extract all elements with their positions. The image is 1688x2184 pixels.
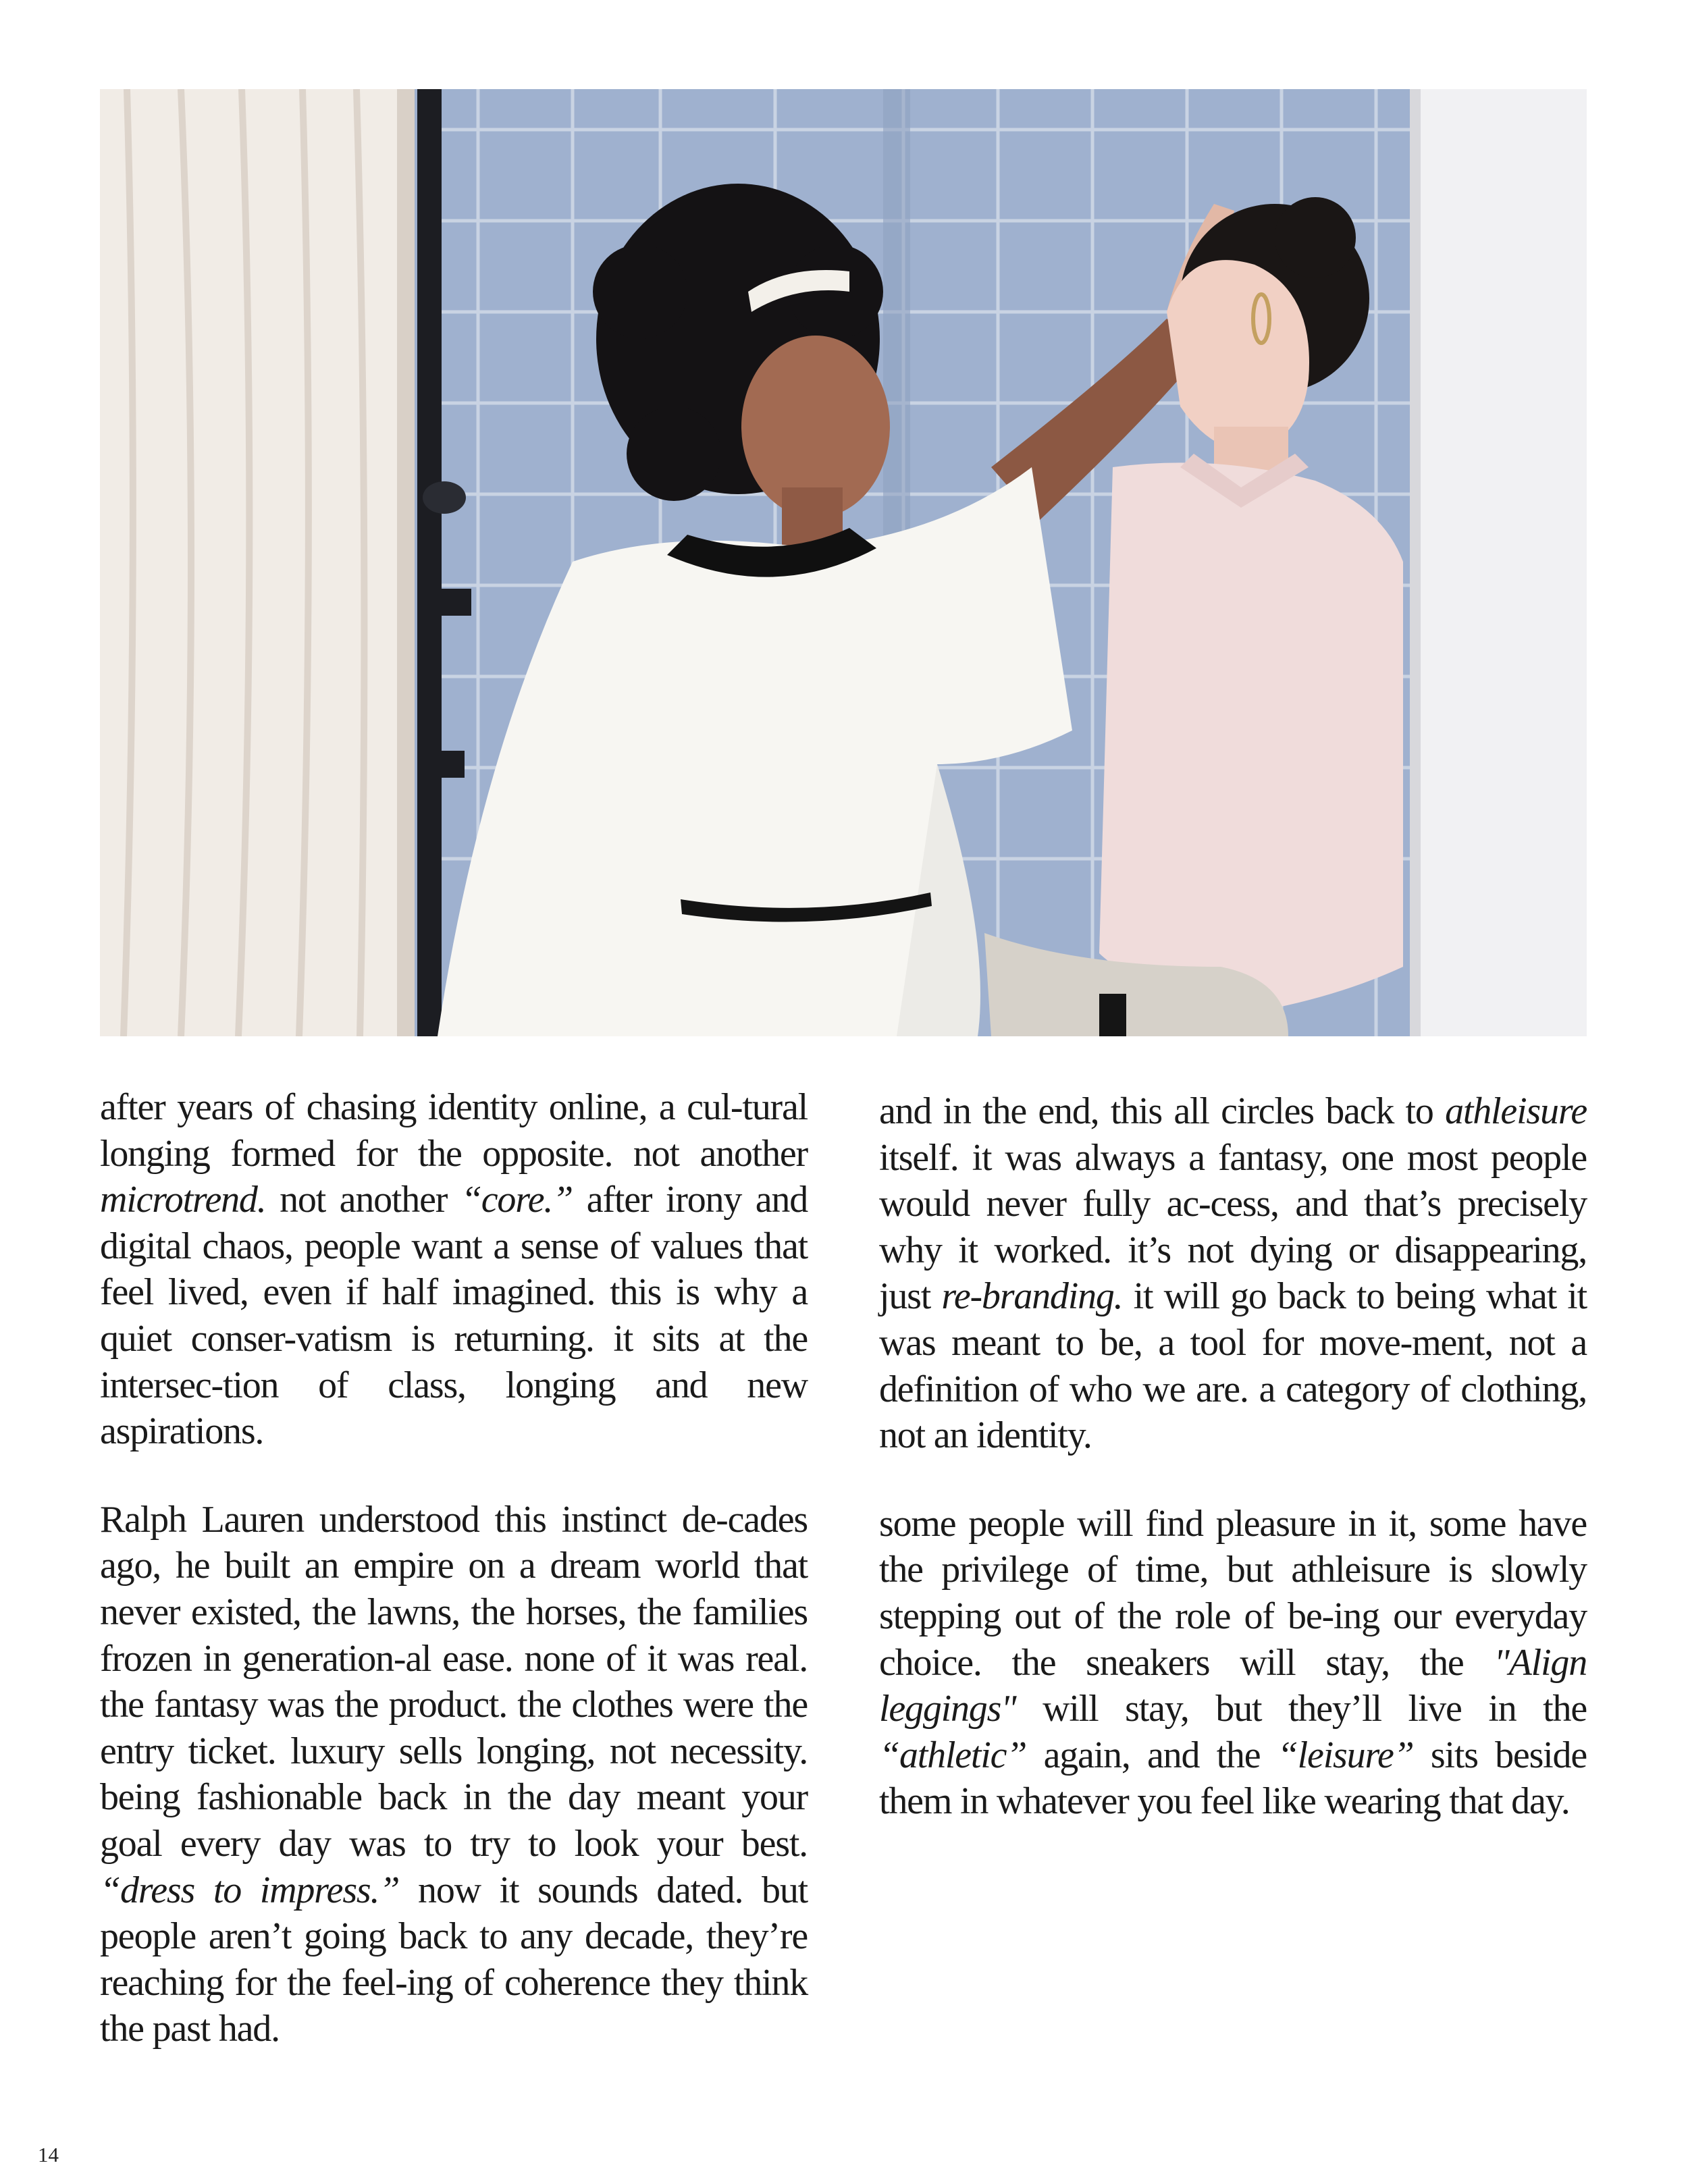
shower-rail [417, 89, 442, 1036]
text-run: and in the end, this all circles back to [879, 1090, 1446, 1132]
text-run: after irony and digital chaos, people want a sense of values that feel lived, even if half imagined. this is why a quiet conser-vatism is returning. it sits at the intersec-tion of class, longing and new aspirations. [100, 1179, 808, 1453]
text-run-italic: re-branding. [941, 1275, 1123, 1318]
article-column-left [100, 1084, 808, 2094]
text-run: some people will find pleasure in it, some have the privilege of time, but athleisure is slowly stepping out of the role of be-ing our everyday choice. the sneakers will stay, the [879, 1502, 1587, 1684]
text-run-italic: “leisure” [1277, 1734, 1414, 1776]
text-run: will stay, but they’ll live in the [1016, 1688, 1587, 1730]
editorial-photo [100, 89, 1587, 1036]
shower-head [423, 481, 466, 514]
text-run: sits beside them in whatever you feel like wearing that day. [879, 1734, 1587, 1823]
text-run: again, and the [1026, 1734, 1277, 1776]
paragraph [879, 1501, 1587, 1825]
text-run: not another [265, 1179, 461, 1221]
paragraph [879, 1088, 1587, 1459]
paragraph [100, 1497, 808, 2052]
text-run-italic: "Align leggings" [879, 1641, 1587, 1730]
text-run: after years of chasing identity online, a cul-tural longing formed for the opposite. not another [100, 1086, 808, 1175]
text-run: Ralph Lauren understood this instinct de-cades ago, he built an empire on a dream world that never existed, the lawns, the horses, the families frozen in generation-al ease. none of it was real. the fantasy was the product. the clothes were the entry ticket. luxury sells longing, not necessity. being fashionable back in the day meant your goal every day was to try to look your best. [100, 1498, 808, 1865]
text-run: now it sounds dated. but people aren’t going back to any decade, they’re reaching for the feel-ing of coherence they think the past had. [100, 1869, 808, 2050]
white-wall [1410, 89, 1587, 1036]
text-run-italic: “athletic” [879, 1734, 1027, 1776]
article-column-right [879, 1088, 1587, 1867]
text-run-italic: “dress to impress.” [100, 1869, 400, 1911]
text-run: it will go back to being what it was meant to be, a tool for move-ment, not a definition of who we are. a category of clothing, not an identity. [879, 1275, 1587, 1457]
text-run-italic: microtrend. [100, 1179, 266, 1221]
text-run-italic: “core.” [460, 1179, 573, 1221]
text-run: itself. it was always a fantasy, one most people would never fully ac-cess, and that’s precisely why it worked. it’s not dying or disappearing, just [879, 1136, 1587, 1318]
text-run-italic: athleisure [1445, 1090, 1587, 1132]
photo-illustration [100, 89, 1587, 1036]
page-number: 14 [38, 2143, 59, 2166]
paragraph [100, 1084, 808, 1455]
